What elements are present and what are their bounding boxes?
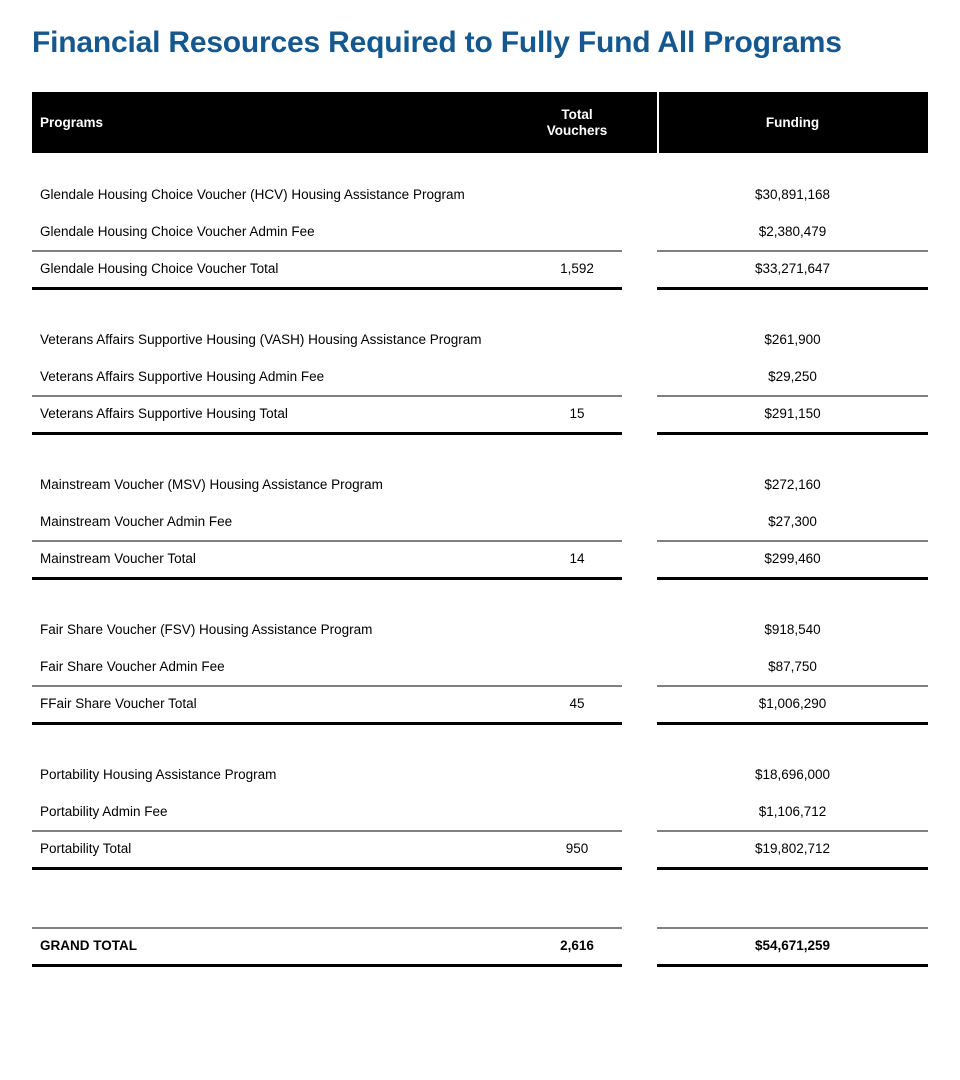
rule-segment-right: [657, 867, 928, 870]
table-row: [32, 793, 928, 830]
cell-vouchers: [502, 466, 652, 503]
cell-program: Mainstream Voucher Admin Fee: [40, 514, 233, 529]
cell-funding: $1,006,290: [758, 696, 827, 711]
table-row: [32, 503, 928, 540]
table-row-total: [32, 540, 928, 577]
cell-program: Glendale Housing Choice Voucher Admin Fee: [40, 224, 315, 239]
cell-program: Veterans Affairs Supportive Housing Total: [40, 406, 288, 421]
rule-segment-right: [657, 432, 928, 435]
table-section: [32, 466, 928, 577]
table-row-grand-total: [32, 927, 928, 964]
rule-segment-left: [32, 287, 622, 290]
cell-program: FFair Share Voucher Total: [40, 696, 197, 711]
cell-vouchers: [502, 503, 652, 540]
cell-vouchers: 1,592: [560, 261, 594, 276]
page-title: Financial Resources Required to Fully Fund All Programs: [32, 26, 842, 59]
table-section: [32, 756, 928, 867]
cell-program: Portability Admin Fee: [40, 804, 168, 819]
cell-program: Fair Share Voucher (FSV) Housing Assistance Program: [40, 622, 373, 637]
cell-funding: $261,900: [764, 332, 821, 347]
section-spacer: [32, 432, 928, 466]
cell-vouchers: 45: [569, 696, 585, 711]
cell-funding: $54,671,259: [754, 938, 831, 953]
rule-segment-right: [657, 964, 928, 967]
cell-funding: $1,106,712: [758, 804, 827, 819]
rule-segment-left: [32, 432, 622, 435]
cell-vouchers: 2,616: [560, 938, 594, 953]
cell-vouchers: 950: [565, 841, 589, 856]
cell-vouchers: [502, 611, 652, 648]
cell-vouchers: [502, 176, 652, 213]
cell-program: Glendale Housing Choice Voucher (HCV) Housing Assistance Program: [40, 187, 465, 202]
rule-segment-left: [32, 964, 622, 967]
cell-vouchers: [502, 756, 652, 793]
cell-vouchers: [502, 321, 652, 358]
table-row: [32, 321, 928, 358]
rule-segment-right: [657, 722, 928, 725]
cell-vouchers: 15: [569, 406, 585, 421]
table-body: [32, 153, 928, 964]
cell-funding: $33,271,647: [754, 261, 831, 276]
cell-program: Fair Share Voucher Admin Fee: [40, 659, 225, 674]
table-section: [32, 176, 928, 287]
grand-total-section: [32, 927, 928, 964]
cell-program: Glendale Housing Choice Voucher Total: [40, 261, 279, 276]
section-spacer: [32, 577, 928, 611]
rule-segment-left: [32, 577, 622, 580]
column-header-total-vouchers-line1: Total: [561, 106, 593, 122]
table-row: [32, 213, 928, 250]
column-header-total-vouchers: [502, 92, 652, 153]
rule-segment-left: [32, 722, 622, 725]
section-spacer: [32, 722, 928, 756]
cell-vouchers: [502, 358, 652, 395]
table-row: [32, 358, 928, 395]
cell-funding: $29,250: [768, 369, 817, 384]
table-row: [32, 466, 928, 503]
cell-funding: $291,150: [764, 406, 821, 421]
column-header-funding: Funding: [765, 114, 820, 130]
table-section: [32, 611, 928, 722]
rule-segment-right: [657, 577, 928, 580]
table-row: [32, 176, 928, 213]
cell-program: GRAND TOTAL: [40, 938, 137, 953]
cell-program: Portability Total: [40, 841, 132, 856]
table-row: [32, 648, 928, 685]
cell-vouchers: 14: [569, 551, 585, 566]
cell-funding: $87,750: [768, 659, 817, 674]
cell-program: Veterans Affairs Supportive Housing (VASH) Housing Assistance Program: [40, 332, 482, 347]
rule-segment-right: [657, 287, 928, 290]
cell-funding: $2,380,479: [758, 224, 827, 239]
table-row-total: [32, 685, 928, 722]
cell-funding: $18,696,000: [754, 767, 831, 782]
cell-funding: $30,891,168: [754, 187, 831, 202]
table-row-total: [32, 250, 928, 287]
table-row-total: [32, 830, 928, 867]
cell-funding: $27,300: [768, 514, 817, 529]
table-header: [32, 92, 928, 153]
cell-program: Mainstream Voucher (MSV) Housing Assistance Program: [40, 477, 383, 492]
cell-program: Veterans Affairs Supportive Housing Admin Fee: [40, 369, 325, 384]
cell-vouchers: [502, 648, 652, 685]
section-spacer: [32, 287, 928, 321]
table-row-total: [32, 395, 928, 432]
cell-program: Mainstream Voucher Total: [40, 551, 196, 566]
column-header-total-vouchers-line2: Vouchers: [546, 122, 608, 138]
cell-funding: $918,540: [764, 622, 821, 637]
cell-vouchers: [502, 213, 652, 250]
cell-funding: $272,160: [764, 477, 821, 492]
cell-vouchers: [502, 793, 652, 830]
table-row: [32, 611, 928, 648]
table-section: [32, 321, 928, 432]
cell-funding: $19,802,712: [754, 841, 831, 856]
table-row: [32, 756, 928, 793]
rule-segment-left: [32, 867, 622, 870]
cell-funding: $299,460: [764, 551, 821, 566]
grand-total-spacer: [32, 867, 928, 927]
cell-program: Portability Housing Assistance Program: [40, 767, 277, 782]
column-header-programs: Programs: [40, 114, 104, 130]
